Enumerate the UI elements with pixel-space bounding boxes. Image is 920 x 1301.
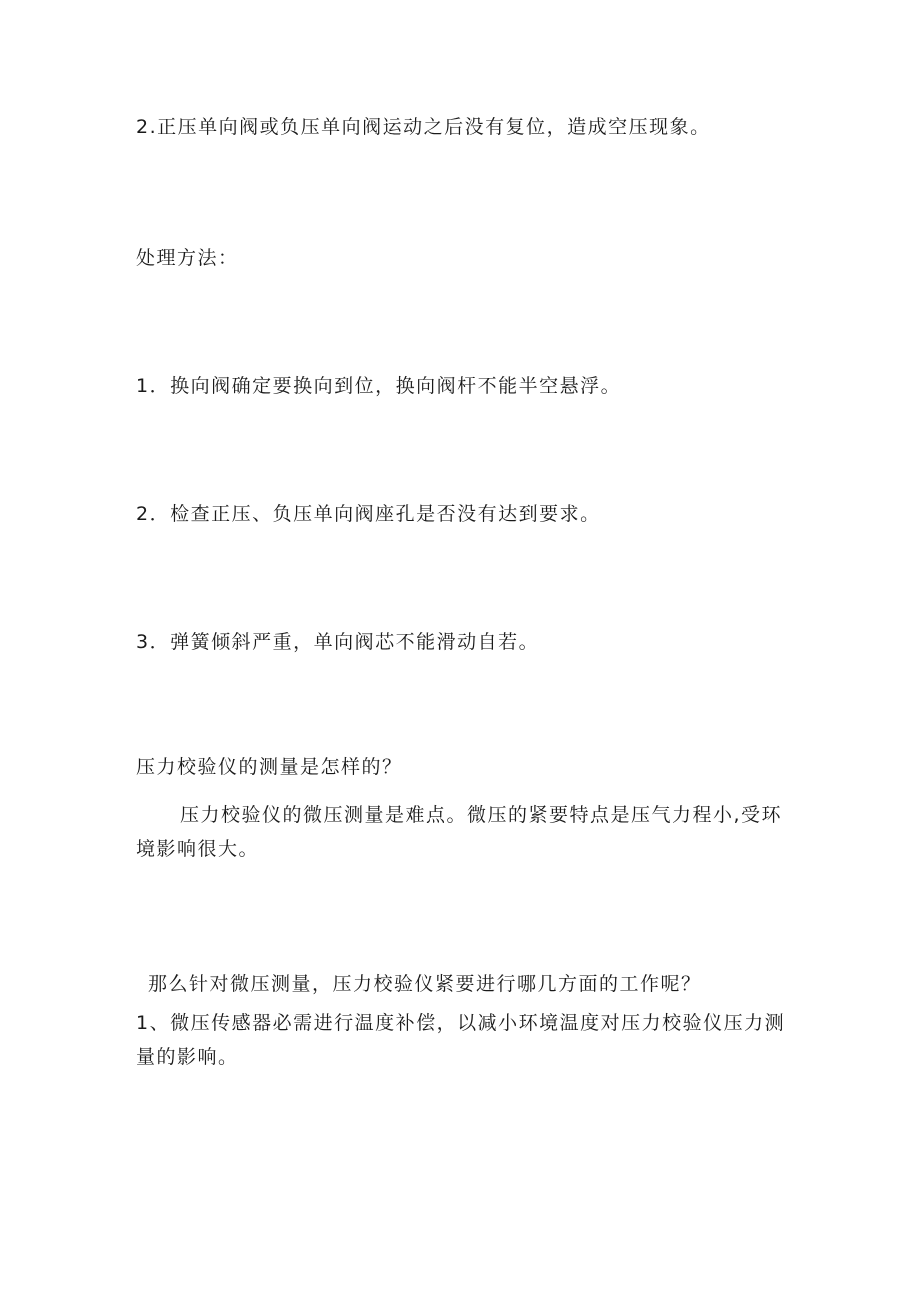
- method-1-text: 1．换向阀确定要换向到位，换向阀杆不能半空悬浮。: [136, 375, 622, 397]
- method-3-text: 3．弹簧倾斜严重，单向阀芯不能滑动自若。: [136, 631, 540, 653]
- method-2-text: 2．检查正压、负压单向阀座孔是否没有达到要求。: [136, 503, 601, 525]
- method-heading: 处理方法：: [136, 247, 239, 269]
- work-1-paragraph: 1、微压传感器必需进行温度补偿，以减小环境温度对压力校验仪压力测量的影响。: [136, 1012, 786, 1068]
- cause-2-text: 2.正压单向阀或负压单向阀运动之后没有复位，造成空压现象。: [136, 116, 711, 138]
- work-question-text: 那么针对微压测量，压力校验仪紧要进行哪几方面的工作呢？: [148, 973, 702, 995]
- question-heading: 压力校验仪的测量是怎样的？: [136, 756, 403, 778]
- question-paragraph: 压力校验仪的微压测量是难点。微压的紧要特点是压气力程小,受环境影响很大。: [136, 804, 783, 860]
